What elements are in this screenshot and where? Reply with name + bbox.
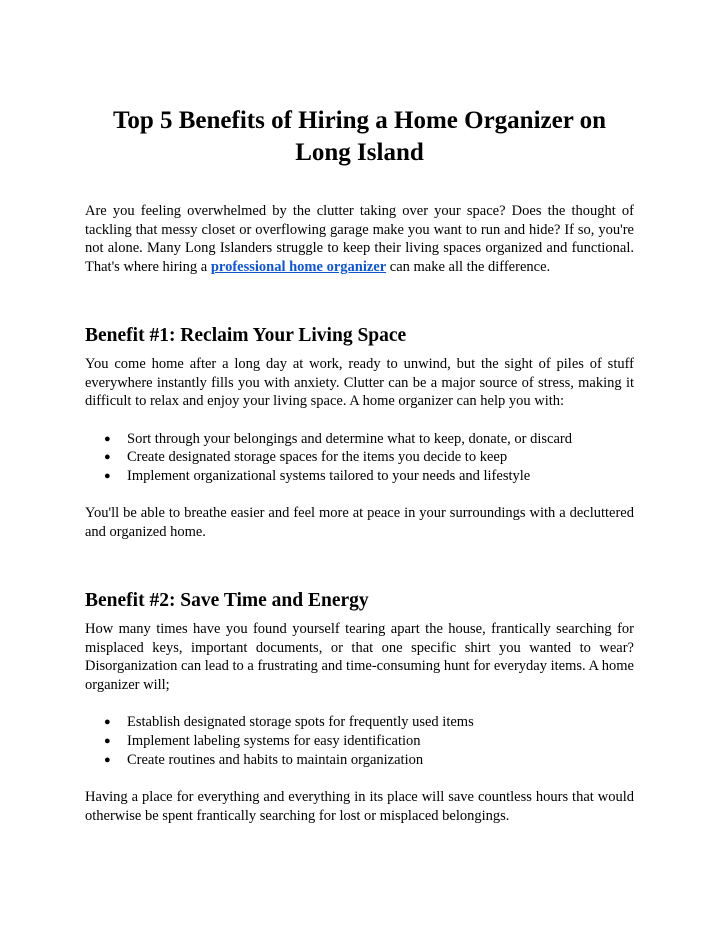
list-item-text: Create designated storage spaces for the items you decide to keep [127,449,508,466]
list-item-text: Establish designated storage spots for frequently used items [127,714,474,731]
benefit-2-bullet-list [85,713,634,769]
bullet-icon: ● [104,470,111,483]
bullet-icon: ● [104,451,111,464]
list-item [85,430,634,449]
list-item [85,732,634,751]
professional-home-organizer-link[interactable]: professional home organizer [210,259,387,276]
list-item [85,751,634,770]
intro-paragraph [85,202,634,277]
bullet-icon: ● [104,432,111,445]
list-item [85,713,634,732]
document-title: Top 5 Benefits of Hiring a Home Organizer on Long Island [112,107,607,166]
list-item [85,467,634,486]
intro-text-before-link: Are you feeling overwhelmed by the clutter taking over your space? Does the thought of tackling that messy closet or overflowing garage make you want to run and hide? If so, you're not alone. Many Long Islanders struggle to keep their living spaces organized and functional. That's where hiring a [85,203,634,276]
benefit-1-paragraph: You come home after a long day at work, ready to unwind, but the sight of piles of stuff everywhere instantly fills you with anxiety. Clutter can be a major source of stress, making it difficult to relax and enjoy your living space. A home organizer can help you with: [85,355,634,410]
list-item-text: Implement labeling systems for easy identification [127,733,421,750]
list-item-text: Implement organizational systems tailored to your needs and lifestyle [127,468,531,485]
bullet-icon: ● [104,735,111,748]
bullet-icon: ● [104,716,111,729]
benefit-2-heading: Benefit #2: Save Time and Energy [85,589,369,611]
bullet-icon: ● [104,753,111,766]
benefit-1-bullet-list [85,430,634,486]
list-item-text: Sort through your belongings and determine what to keep, donate, or discard [127,430,572,447]
intro-text-after-link: can make all the difference. [386,259,551,276]
document-page [85,105,634,826]
benefit-2-closing: Having a place for everything and everything in its place will save countless hours that would otherwise be spent frantically searching for lost or misplaced belongings. [85,789,634,824]
list-item [85,448,634,467]
benefit-2-paragraph: How many times have you found yourself tearing apart the house, frantically searching for misplaced keys, important documents, or that one specific shirt you wanted to wear? Disorganization can lead to a frustrating and time-consuming hunt for everyday items. A home organizer will; [85,620,634,693]
benefit-1-heading: Benefit #1: Reclaim Your Living Space [85,324,407,346]
benefit-1-closing: You'll be able to breathe easier and feel more at peace in your surroundings with a decluttered and organized home. [85,505,634,541]
list-item-text: Create routines and habits to maintain organization [127,751,424,768]
